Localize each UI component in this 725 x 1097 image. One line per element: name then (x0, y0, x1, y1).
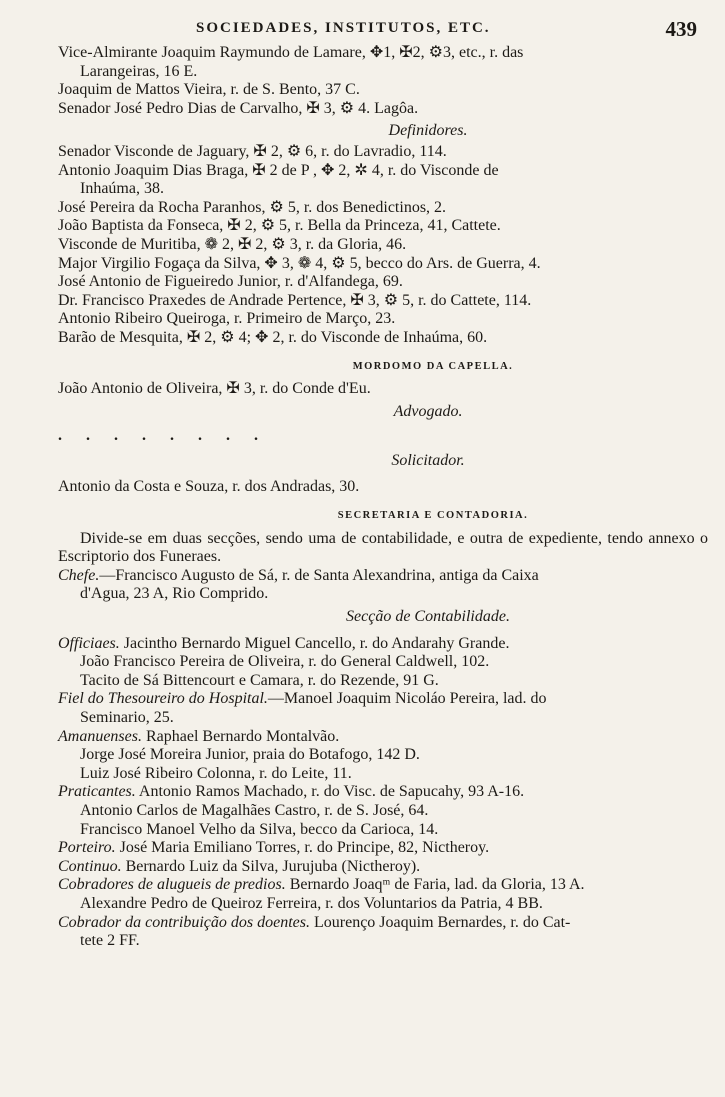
list-item: Continuo. Bernardo Luiz da Silva, Jurujuba (Nictheroy). (58, 857, 421, 875)
section-heading-mordomo: MORDOMO DA CAPELLA. (352, 360, 514, 372)
list-item: João Francisco Pereira de Oliveira, r. do General Caldwell, 102. (80, 653, 490, 671)
list-item: Praticantes. Antonio Ramos Machado, r. do Visc. de Sapucahy, 93 A-16. (58, 783, 525, 801)
entry: Joaquim de Mattos Vieira, r. de S. Bento, 37 C. (58, 81, 360, 99)
list-item: Cobradores de alugueis de predios. Bernardo Joaqᵐ de Faria, lad. da Gloria, 13 A. (58, 876, 585, 894)
list-item: Luiz José Ribeiro Colonna, r. do Leite, 11. (80, 764, 352, 782)
entry: Senador José Pedro Dias de Carvalho, ✠ 3, ⚙ 4. Lagôa. (58, 99, 419, 117)
list-item: Francisco Manoel Velho da Silva, becco da Carioca, 14. (80, 820, 439, 838)
list-item: Jorge José Moreira Junior, praia do Botafogo, 142 D. (80, 746, 420, 764)
list-item: Cobrador da contribuição dos doentes. Lourenço Joaquim Bernardes, r. do Cat- tete 2 FF. (58, 913, 571, 950)
list-item: Tacito de Sá Bittencourt e Camara, r. do Rezende, 91 G. (80, 671, 439, 689)
advogado-dots: ........ (58, 427, 282, 445)
chefe-entry: Chefe.—Francisco Augusto de Sá, r. de Santa Alexandrina, antiga da Caixa d'Agua, 23 A, Rio Comprido. (58, 566, 539, 603)
list-item: João Baptista da Fonseca, ✠ 2, ⚙ 5, r. Bella da Princeza, 41, Cattete. (58, 217, 501, 235)
list-item: Major Virgilio Fogaça da Silva, ✥ 3, ❁ 4, ⚙ 5, becco do Ars. de Guerra, 4. (58, 254, 541, 272)
contabilidade-list (58, 635, 708, 951)
entry: Vice-Almirante Joaquim Raymundo de Lamare, ✥1, ✠2, ⚙3, etc., r. das Larangeiras, 16 E. (58, 44, 524, 80)
section-heading-contabilidade: Secção de Contabilidade. (346, 608, 510, 626)
section-heading-secretaria: SECRETARIA E CONTADORIA. (337, 510, 529, 522)
list-item: José Pereira da Rocha Paranhos, ⚙ 5, r. dos Benedictinos, 2. (58, 198, 447, 216)
body-text (58, 44, 708, 951)
list-item: Barão de Mesquita, ✠ 2, ⚙ 4; ✥ 2, r. do Visconde de Inhaúma, 60. (58, 328, 488, 346)
list-item: José Antonio de Figueiredo Junior, r. d'Alfandega, 69. (58, 273, 403, 291)
solicitador-entry: Antonio da Costa e Souza, r. dos Andradas, 30. (58, 478, 360, 496)
page-number: 439 (665, 17, 697, 41)
section-heading-advogado: Advogado. (393, 402, 463, 420)
page-header (0, 14, 725, 40)
secretaria-paragraph: Divide-se em duas secções, sendo uma de contabilidade, e outra de expediente, tendo annexo o Escriptorio dos Funeraes. (58, 529, 708, 566)
list-item: Antonio Ribeiro Queiroga, r. Primeiro de Março, 23. (58, 310, 396, 328)
definidores-list (58, 143, 708, 348)
list-item: Antonio Joaquim Dias Braga, ✠ 2 de P , ✥ 2, ✲ 4, r. do Visconde de Inhaúma, 38. (58, 161, 499, 198)
list-item: Amanuenses. Raphael Bernardo Montalvão. (58, 727, 340, 745)
section-heading-solicitador: Solicitador. (391, 451, 465, 469)
section-heading-definidores: Definidores. (388, 122, 468, 140)
list-item: Dr. Francisco Praxedes de Andrade Pertence, ✠ 3, ⚙ 5, r. do Cattete, 114. (58, 291, 532, 309)
running-head: SOCIEDADES, INSTITUTOS, ETC. (196, 20, 491, 36)
list-item: Fiel do Thesoureiro do Hospital.—Manoel Joaquim Nicoláo Pereira, lad. do Seminario, 25. (58, 690, 547, 726)
chefe-label: Chefe. (58, 566, 100, 584)
mordomo-entry: João Antonio de Oliveira, ✠ 3, r. do Conde d'Eu. (58, 380, 371, 398)
list-item: Porteiro. José Maria Emiliano Torres, r. do Principe, 82, Nictheroy. (58, 839, 490, 857)
list-item: Antonio Carlos de Magalhães Castro, r. de S. José, 64. (80, 801, 429, 819)
list-item: Alexandre Pedro de Queiroz Ferreira, r. dos Voluntarios da Patria, 4 BB. (80, 894, 543, 912)
list-item: Officiaes. Jacintho Bernardo Miguel Cancello, r. do Andarahy Grande. (58, 634, 510, 652)
list-item: Senador Visconde de Jaguary, ✠ 2, ⚙ 6, r. do Lavradio, 114. (58, 142, 447, 160)
list-item: Visconde de Muritiba, ❁ 2, ✠ 2, ⚙ 3, r. da Gloria, 46. (58, 235, 407, 253)
